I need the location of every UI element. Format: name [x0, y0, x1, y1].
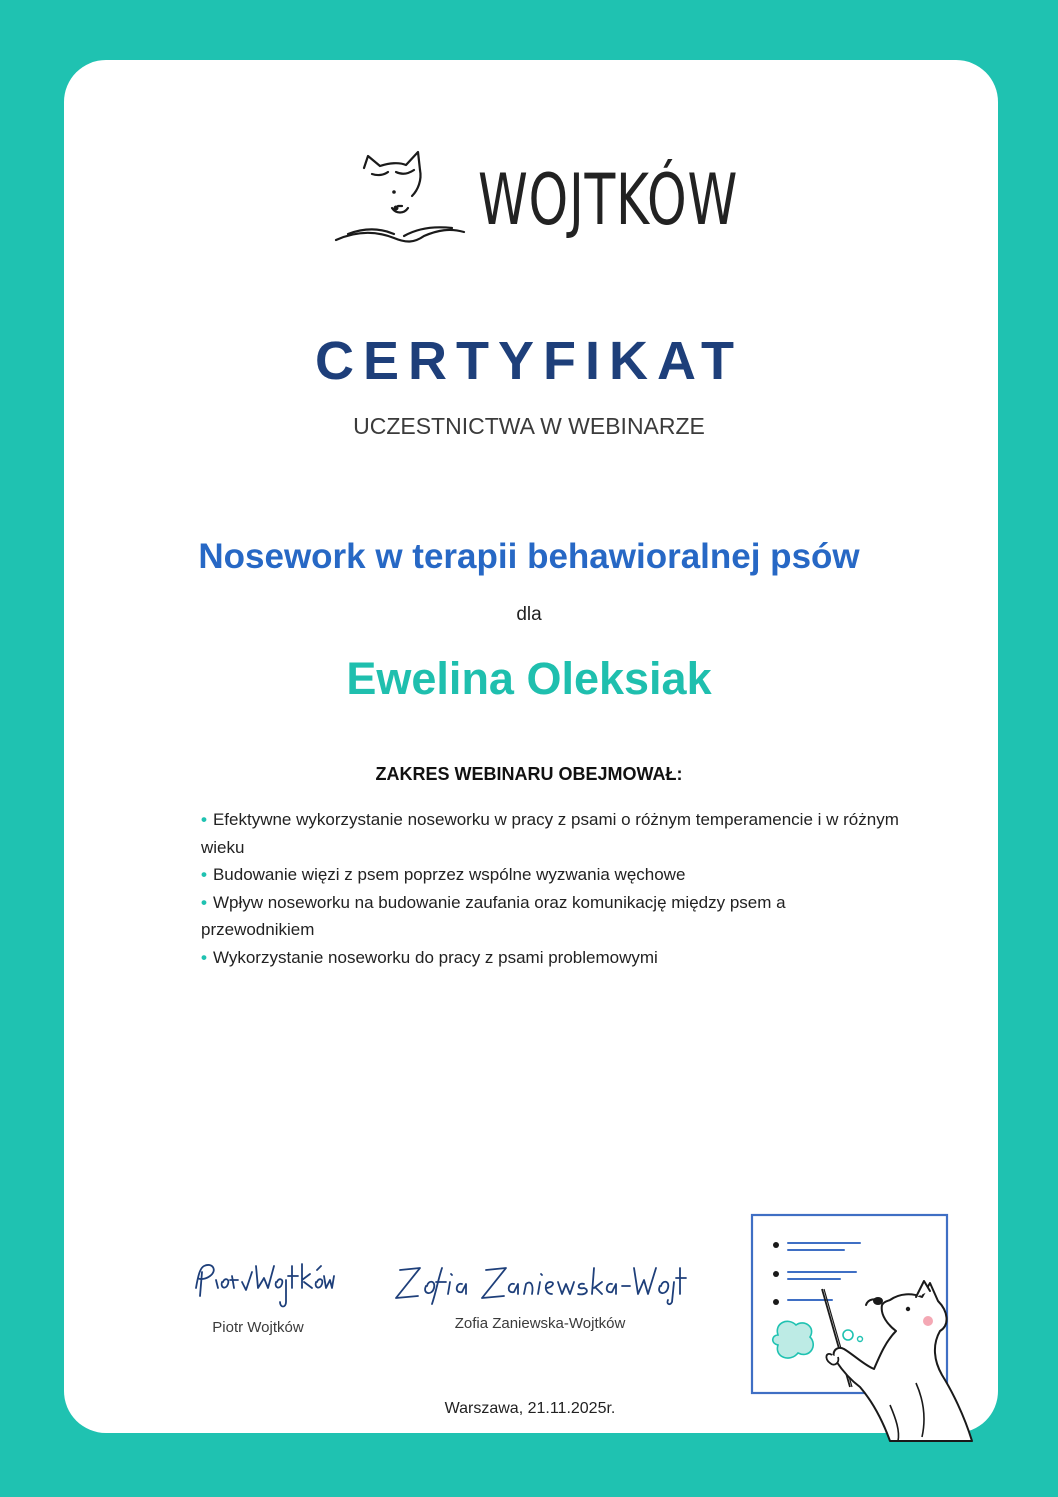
- signature-zofia-zaniewska-wojtkow: [390, 1260, 690, 1308]
- scope-item: [201, 806, 901, 861]
- signatory-2-name: Zofia Zaniewska-Wojtków: [454, 1315, 626, 1332]
- dog-teacher-at-whiteboard-icon: [740, 1205, 990, 1450]
- for-label: dla: [516, 604, 542, 625]
- bullet-icon: •: [201, 892, 207, 912]
- scope-item: [201, 889, 901, 944]
- scope-item-text: Budowanie więzi z psem poprzez wspólne wyzwania węchowe: [212, 865, 686, 884]
- signature-piotr-wojtkow: [190, 1258, 335, 1316]
- brand-name: WOJTKÓW: [478, 159, 738, 241]
- certificate-subtitle: UCZESTNICTWA W WEBINARZE: [353, 413, 705, 439]
- scope-list: [201, 806, 901, 971]
- participant-name: Ewelina Oleksiak: [346, 653, 712, 704]
- signatory-1-name: Piotr Wojtków: [212, 1319, 304, 1336]
- bullet-icon: •: [201, 947, 207, 967]
- course-title: Nosework w terapii behawioralnej psów: [198, 537, 860, 576]
- certificate-title: CERTYFIKAT: [315, 331, 743, 391]
- scope-item-text: Wpływ noseworku na budowanie zaufania oraz komunikację między psem a przewodnikiem: [201, 892, 786, 939]
- scope-heading: ZAKRES WEBINARU OBEJMOWAŁ:: [375, 764, 683, 784]
- scope-item-text: Wykorzystanie noseworku do pracy z psami problemowymi: [212, 947, 658, 967]
- place-date: Warszawa, 21.11.2025r.: [444, 1400, 616, 1417]
- bullet-icon: •: [201, 865, 207, 884]
- scope-item: [201, 861, 901, 889]
- scope-item-text: Efektywne wykorzystanie noseworku w pracy z psami o różnym temperamencie i w różnym wieku: [201, 810, 899, 857]
- scope-item: [201, 944, 901, 972]
- bullet-icon: •: [201, 810, 207, 829]
